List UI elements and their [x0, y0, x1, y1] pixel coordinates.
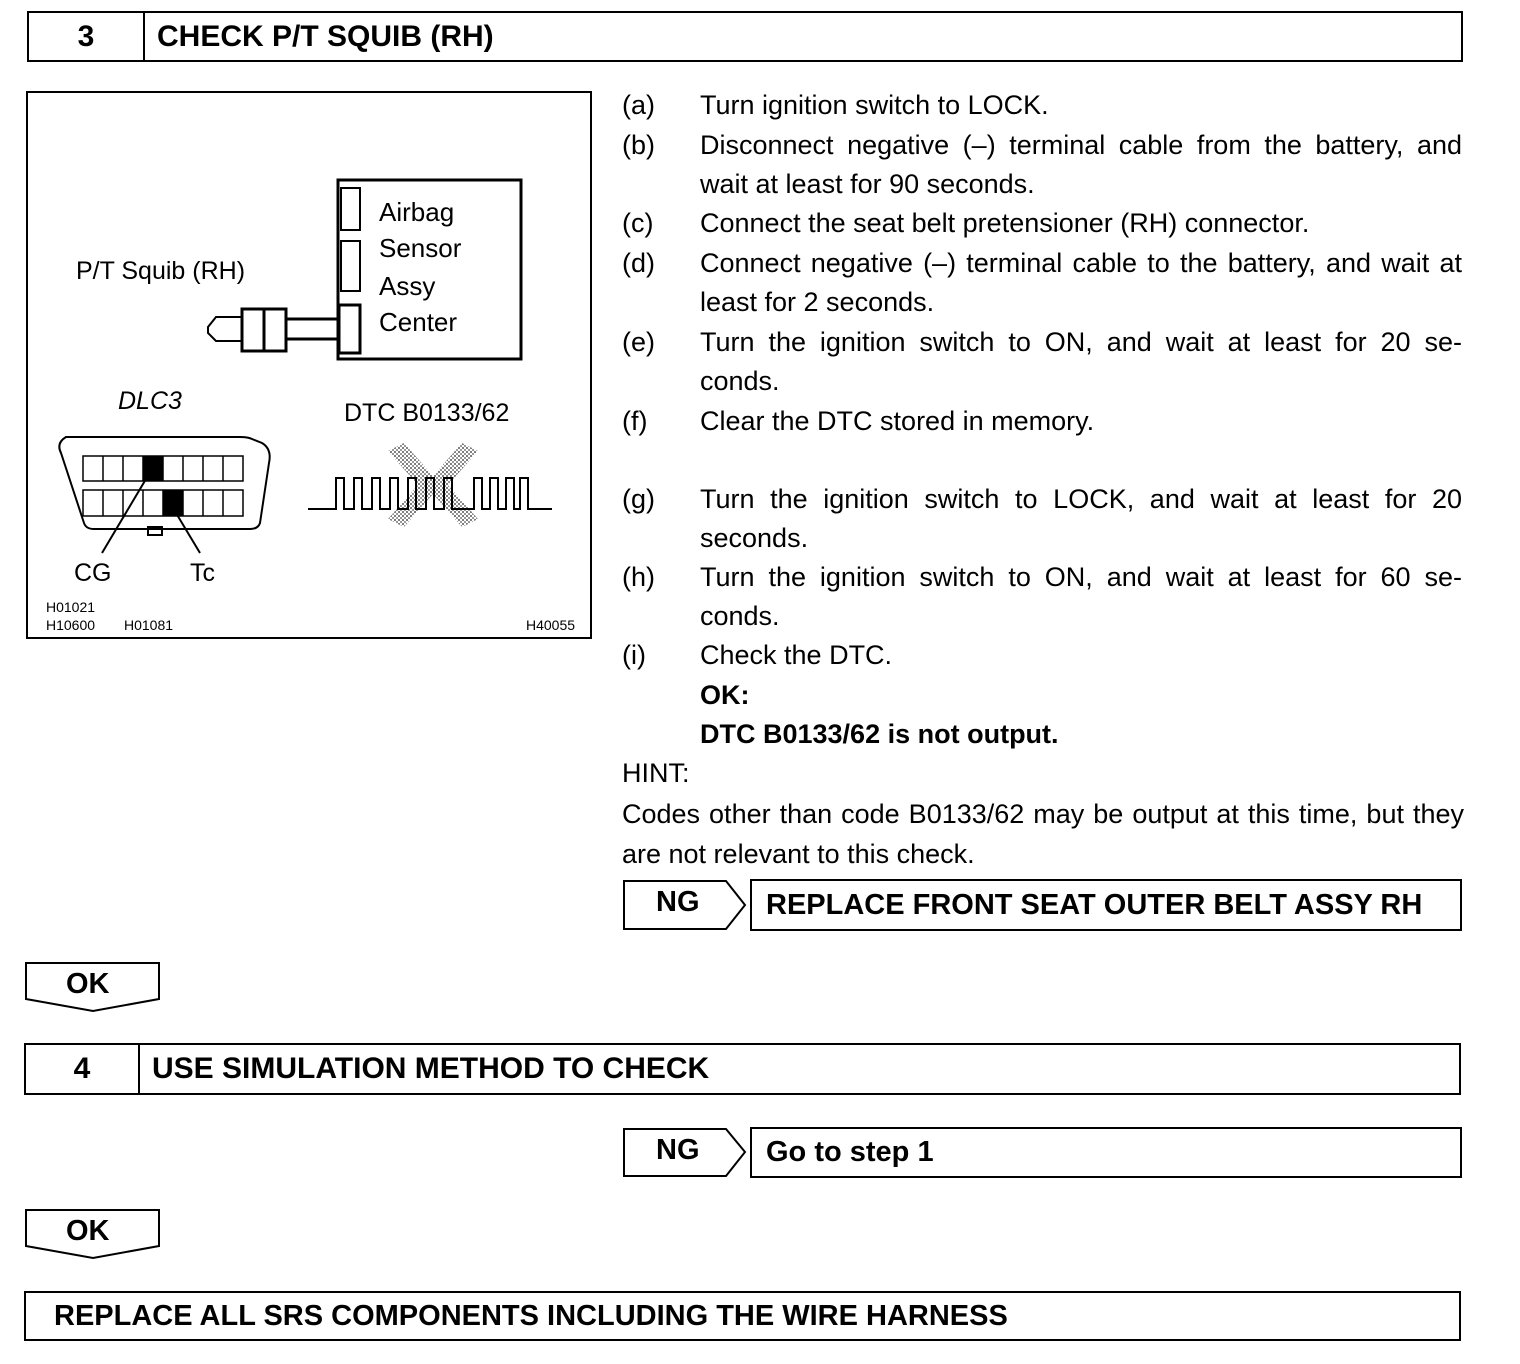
- step-label: (a): [622, 90, 655, 120]
- sensor-pin-1: [341, 188, 360, 230]
- ok-label: OK: [66, 1215, 110, 1247]
- dtc-label: DTC B0133/62: [344, 399, 510, 427]
- figure-code-4: H40055: [526, 617, 576, 633]
- squib-plug-icon: [208, 317, 242, 341]
- figure-code-2: H10600: [46, 617, 96, 633]
- sensor-pin-2: [341, 241, 360, 291]
- step-text: Disconnect negative (–) terminal cable from the battery, and wait at least for 90 seconds.: [700, 130, 1462, 199]
- step-4-number: 4: [26, 1045, 140, 1093]
- step-label: (f): [622, 406, 648, 436]
- step-text: Connect the seat belt pretensioner (RH) connector.: [700, 208, 1310, 238]
- squib-label: P/T Squib (RH): [76, 257, 246, 285]
- ok-arrow-2: [24, 1208, 162, 1260]
- figure-code-3: H01081: [124, 617, 174, 633]
- ok-heading: OK:: [700, 680, 750, 710]
- step-3-title: CHECK P/T SQUIB (RH): [157, 19, 494, 53]
- sensor-pin-3: [339, 305, 360, 353]
- final-action: REPLACE ALL SRS COMPONENTS INCLUDING THE WIRE HARNESS: [24, 1291, 1461, 1341]
- step-label: (h): [622, 562, 655, 592]
- step-3-header: [27, 11, 1463, 62]
- step-label: (d): [622, 248, 655, 278]
- sensor-line-3: Assy: [379, 271, 436, 301]
- sensor-line-4: Center: [379, 307, 458, 337]
- step-4-title: USE SIMULATION METHOD TO CHECK: [152, 1052, 710, 1085]
- tc-label: Tc: [190, 559, 215, 587]
- sensor-line-2: Sensor: [379, 233, 462, 263]
- hint-text: Codes other than code B0133/62 may be output at this time, but they are not relevant to this check.: [622, 799, 1464, 869]
- figure-diagram: [26, 91, 592, 639]
- ng-tag-2: [622, 1127, 748, 1178]
- ok-arrow-1: [24, 961, 162, 1013]
- step-text: Check the DTC.: [700, 640, 893, 670]
- ng-label: NG: [656, 886, 700, 918]
- step-text: Clear the DTC stored in memory.: [700, 406, 1095, 436]
- ng-action-1: REPLACE FRONT SEAT OUTER BELT ASSY RH: [750, 879, 1462, 931]
- step-text: Turn the ignition switch to LOCK, and wait at least for 20 seconds.: [700, 484, 1462, 553]
- ng-action-2: Go to step 1: [750, 1127, 1462, 1178]
- dlc-label: DLC3: [118, 387, 182, 415]
- cg-label: CG: [74, 559, 112, 587]
- sensor-line-1: Airbag: [379, 197, 455, 227]
- step-text: Turn ignition switch to LOCK.: [700, 90, 1049, 120]
- ng-tag-1: [622, 879, 748, 931]
- step-label: (g): [622, 484, 655, 514]
- step-label: (b): [622, 130, 655, 160]
- hint-heading: HINT:: [622, 758, 690, 788]
- step-text: Turn the ignition switch to ON, and wait at least for 20 se-conds.: [700, 327, 1462, 396]
- step-3-number: 3: [29, 13, 145, 60]
- step-label: (e): [622, 327, 655, 357]
- step-text: Turn the ignition switch to ON, and wait at least for 60 se-conds.: [700, 562, 1462, 631]
- figure-code-1: H01021: [46, 599, 96, 615]
- tc-pin: [163, 490, 183, 516]
- ng-label: NG: [656, 1134, 700, 1166]
- ok-text: DTC B0133/62 is not output.: [700, 719, 1059, 749]
- connector-figure: [26, 91, 592, 639]
- ok-label: OK: [66, 968, 110, 1000]
- figure-frame: [27, 92, 591, 638]
- step-4-header: [24, 1043, 1461, 1095]
- step-label: (i): [622, 640, 646, 670]
- step-text: Connect negative (–) terminal cable to the battery, and wait at least for 2 seconds.: [700, 248, 1462, 317]
- cg-pin: [143, 456, 163, 481]
- step-label: (c): [622, 208, 654, 238]
